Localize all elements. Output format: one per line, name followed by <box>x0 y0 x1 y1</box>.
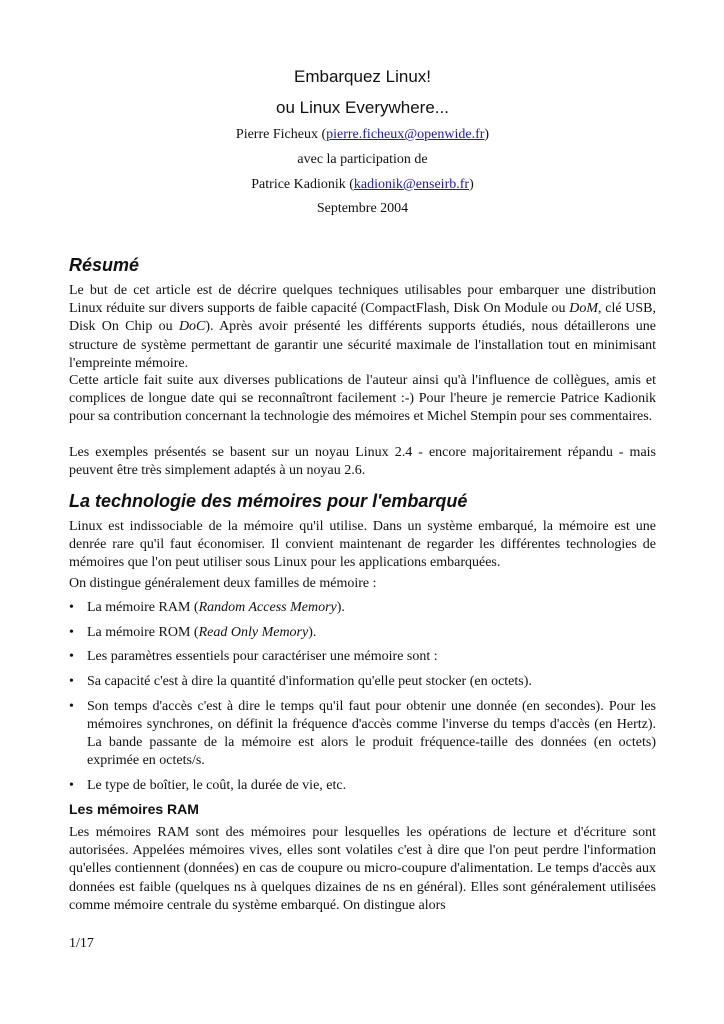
emphasis: Random Access Memory <box>198 600 337 615</box>
text-run: Son temps d'accès c'est à dire le temps qu'il faut pour obtenir une donnée (en secondes). Pour les mémoires synchrones, on définit la fréquence d'accès comme l'inverse du temps d'accès (en Hertz). La bande passante de la mémoire est alors le produit fréquence-taille des données (en octets) exprimée en octets/s. <box>87 698 656 769</box>
text-run: Sa capacité c'est à dire la quantité d'information qu'elle peut stocker (en octets). <box>87 674 532 690</box>
document-date: Septembre 2004 <box>316 201 409 216</box>
list-item <box>69 698 656 771</box>
author-email-link[interactable]: pierre.ficheux@openwide.fr <box>326 127 485 142</box>
text-run: ). <box>336 600 345 615</box>
coauthor-email-link[interactable]: kadionik@enseirb.fr <box>353 177 470 192</box>
resume-paragraph-1 <box>69 282 656 373</box>
author-name: Pierre Ficheux <box>235 127 318 142</box>
page-number: 1/17 <box>69 936 94 951</box>
bullet-icon: • <box>69 674 74 690</box>
section-heading-resume: Résumé <box>69 255 140 275</box>
bullet-icon: • <box>69 649 74 665</box>
list-item <box>69 599 656 617</box>
list-item <box>69 777 656 795</box>
text-run: La mémoire ROM ( <box>87 624 199 640</box>
text-run: Le but de cet article est de décrire quelques techniques utilisables pour embarquer une distribution Linux réduite sur divers supports de faible capacité (CompactFlash, Disk On Module ou <box>69 283 656 317</box>
emphasis-doc: DoC <box>178 319 206 335</box>
bullet-icon: • <box>69 600 74 615</box>
author-line: Pierre Ficheux (pierre.ficheux@openwide.fr) <box>235 127 490 142</box>
bullet-icon: • <box>69 624 74 640</box>
resume-paragraph-3: Les exemples présentés se basent sur un noyau Linux 2.4 - encore majoritairement répandu - mais peuvent être très simplement adaptés à un noyau 2.6. <box>69 445 656 479</box>
list-item <box>69 648 656 666</box>
text-run: Les paramètres essentiels pour caractériser une mémoire sont : <box>87 649 438 665</box>
text-run: Le type de boîtier, le coût, la durée de vie, etc. <box>87 778 347 794</box>
bullet-icon: • <box>69 698 74 714</box>
coauthor-name: Patrice Kadionik <box>251 177 346 192</box>
bullet-icon: • <box>69 778 74 794</box>
technologie-paragraph-2: On distingue généralement deux familles de mémoire : <box>69 576 377 591</box>
document-title: Embarquez Linux! <box>293 67 432 86</box>
emphasis-dom: DoM <box>569 301 599 317</box>
list-item <box>69 624 656 642</box>
list-item <box>69 673 656 691</box>
text-run: , clé USB, Disk On Chip ou <box>69 301 656 335</box>
section-heading-technologie: La technologie des mémoires pour l'embarqué <box>69 491 468 511</box>
text-run: ). Après avoir présenté les différents supports étudiés, nous détaillerons une structure de système permettant de garantir une sécurité maximale de l'installation tout en minimisant l'empreinte mémoire. <box>69 319 656 371</box>
ram-paragraph-1: Les mémoires RAM sont des mémoires pour lesquelles les opérations de lecture et d'écriture sont autorisées. Appelées mémoires vives, elles sont volatiles c'est à dire que l'on peut perdre l'information qu'elles contiennent (données) en cas de coupure ou micro-coupure d'alimentation. Le temps d'accès aux données est faible (quelques ns à quelques dizaines de ns en général). Elles sont généralement utilisées comme mémoire centrale du système embarqué. On distingue alors <box>69 825 656 913</box>
memory-bullet-list <box>69 599 656 802</box>
participation-label: avec la participation de <box>297 152 428 167</box>
text-run: La mémoire RAM ( <box>87 600 199 615</box>
text-run: ). <box>308 624 317 640</box>
technologie-paragraph-1: Linux est indissociable de la mémoire qu'il utilise. Dans un système embarqué, la mémoire est une denrée rare qu'il faut économiser. Il convient maintenant de regarder les différentes technologies de mémoires que l'on peut utiliser sous Linux pour les applications embarquées. <box>69 519 656 571</box>
emphasis: Read Only Memory <box>198 624 309 640</box>
coauthor-line: Patrice Kadionik (kadionik@enseirb.fr) <box>251 177 474 192</box>
resume-paragraph-2: Cette article fait suite aux diverses publications de l'auteur ainsi qu'à l'influence de collègues, amis et complices de longue date qui se reconnaîtront facilement :-) Pour l'heure je remercie Patrice Kadionik pour sa contribution concernant la technologie des mémoires et Michel Stempin pour ses commentaires. <box>69 373 656 425</box>
document-subtitle: ou Linux Everywhere... <box>276 98 449 117</box>
subsection-heading-ram: Les mémoires RAM <box>69 801 199 817</box>
